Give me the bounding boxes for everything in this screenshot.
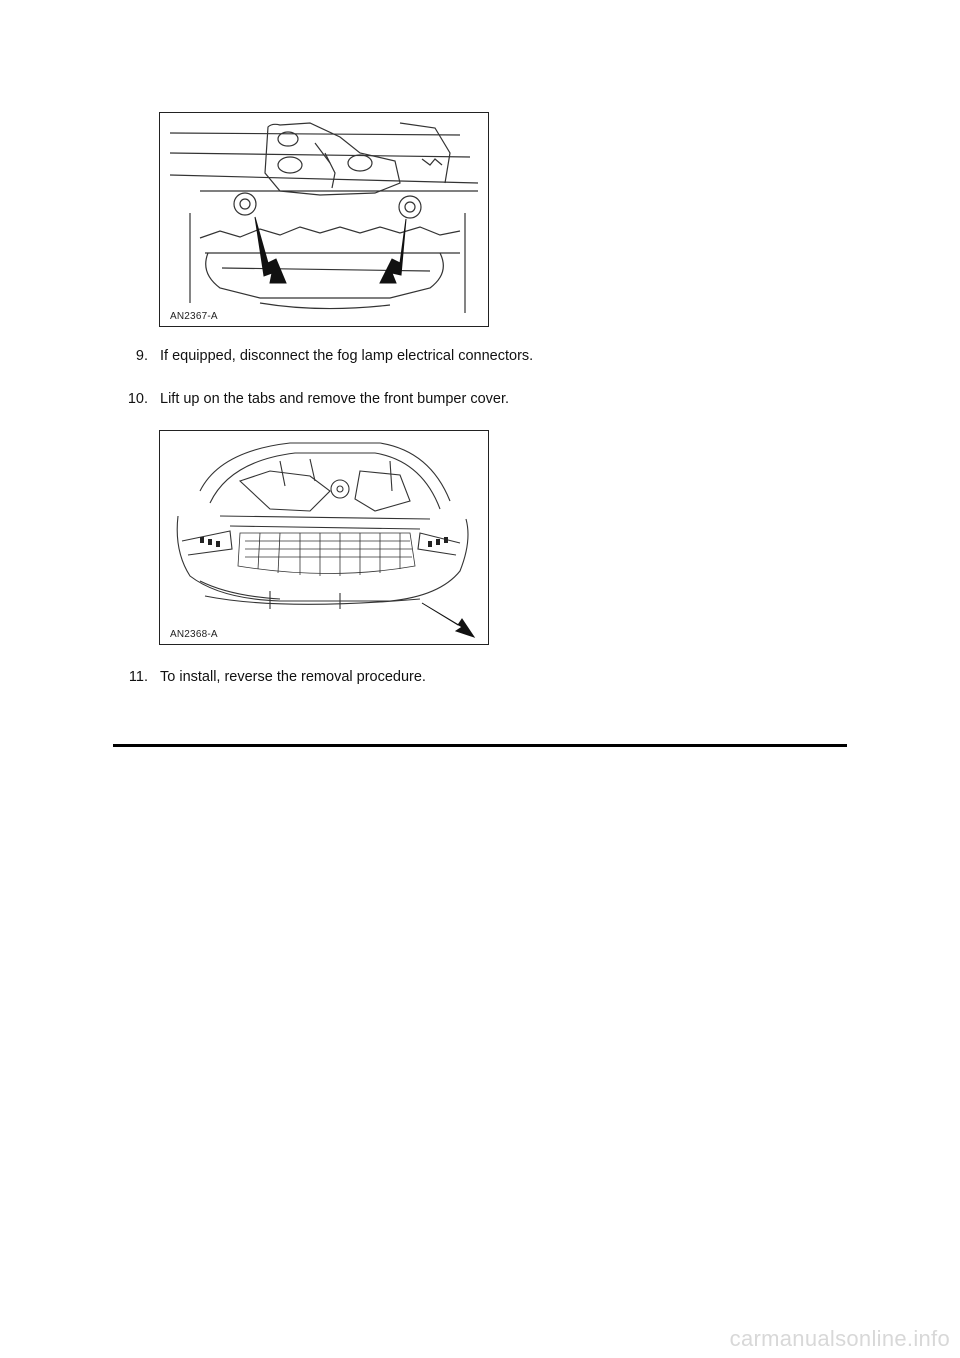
step-number: 10. <box>127 391 148 407</box>
step-number: 11. <box>128 669 148 685</box>
figure-label: AN2368-A <box>170 629 218 640</box>
figure-an2367 <box>159 112 489 327</box>
figure-an2368 <box>159 430 489 645</box>
front-bumper-cover-illustration <box>160 431 488 644</box>
step-text: Lift up on the tabs and remove the front bumper cover. <box>160 391 510 407</box>
watermark: carmanualsonline.info <box>729 1326 950 1351</box>
step-number: 9. <box>135 348 148 364</box>
figure-label: AN2367-A <box>170 311 218 322</box>
section-divider <box>113 744 847 747</box>
step-text: If equipped, disconnect the fog lamp electrical connectors. <box>160 348 534 364</box>
step-text: To install, reverse the removal procedure. <box>160 669 426 685</box>
bumper-fastener-illustration <box>160 113 488 326</box>
